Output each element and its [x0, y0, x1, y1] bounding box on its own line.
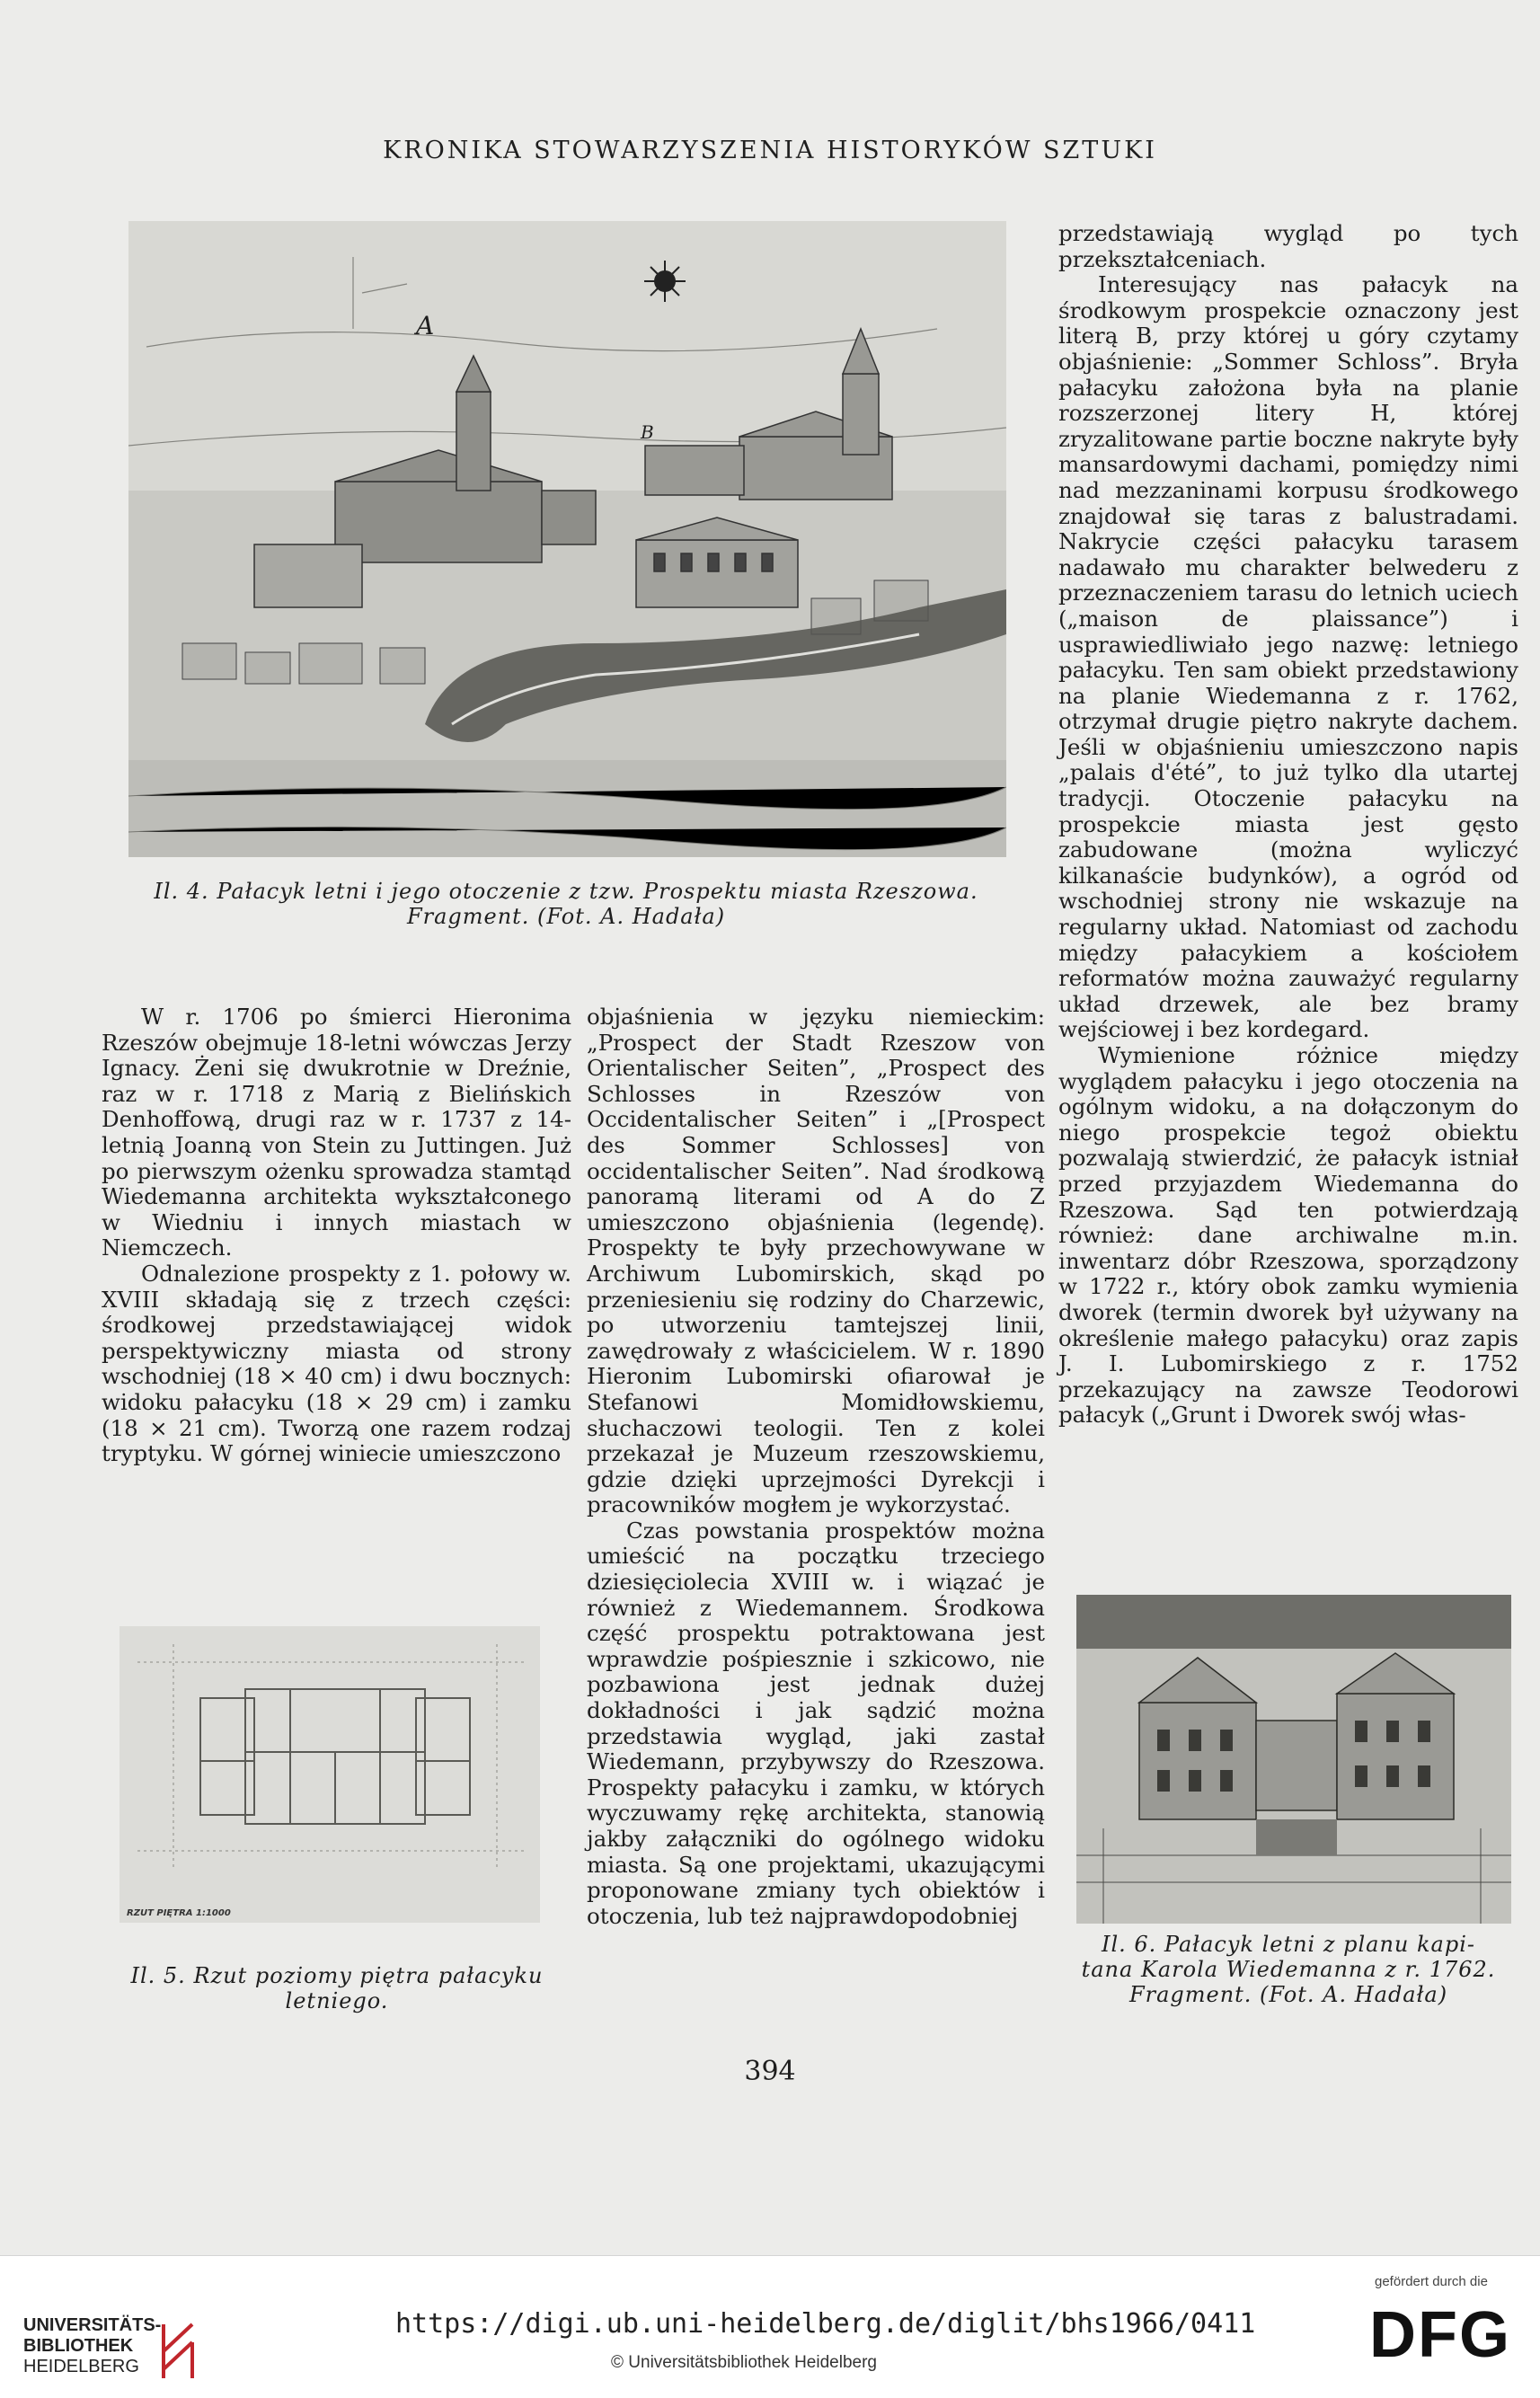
figure-6-caption-line1: Il. 6. Pałacyk letni z planu kapi- — [1101, 1932, 1476, 1957]
figure-5-caption-line2: letniego. — [285, 1988, 389, 2013]
figure-4-caption — [90, 879, 1042, 929]
figure-5-caption — [103, 1963, 571, 2013]
middle-paragraph-2: Czas powstania prospektów można umieścić na początku trzeciego dziesięciolecia XVIII w. i wiązać je również z Wiedemannem. Środkowa część prospektu potraktowana jest wprawdzie pośpiesznie i szkicowo, nie pozbawiona jest jednak dużej dokładności i jak sądzić można przedstawia wygląd, jaki zastał Wiedemann, przybywszy do Rzeszowa. Prospekty pałacyku i zamku, w których wyczuwamy rękę architekta, stanowią jakby załączniki do ogólnego widoku miasta. Są one projektami, ukazującymi proponowane zmiany tych obiektów i otoczenia, lub też najprawdopodobniej — [587, 1517, 1045, 1929]
dfg-logo — [1366, 2294, 1518, 2366]
library-name — [23, 2315, 161, 2377]
dfg-logo-text: DFG — [1369, 2299, 1511, 2366]
page-number: 394 — [744, 2056, 796, 2087]
figure-6-caption-line2: tana Karola Wiedemanna z r. 1762. — [1081, 1957, 1496, 1982]
figure-4-panorama — [128, 221, 1006, 857]
library-logo-icon — [158, 2319, 198, 2382]
copyright-notice: © Universitätsbibliothek Heidelberg — [611, 2353, 877, 2372]
figure-4-caption-line2: Fragment. (Fot. A. Hadała) — [406, 904, 726, 929]
document-url-link[interactable]: https://digi.ub.uni-heidelberg.de/diglit/bhs1966/0411 — [395, 2308, 1256, 2340]
figure-6-caption-line3: Fragment. (Fot. A. Hadała) — [1128, 1982, 1448, 2007]
right-paragraph-3: Wymienione różnice między wyglądem pałacyku i jego otoczenia na ogólnym widoku, a na dołączonym do niego prospekcie tegoż obiektu pozwalają stwierdzić, że pałacyk istniał przed przyjazdem Wiedemanna do Rzeszowa. Sąd ten potwierdzają również: dane archiwalne m.in. inwentarz dóbr Rzeszowa, sporządzony w 1722 r., który obok zamku wymienia dworek (termin dworek był używany na określenie małego pałacyku) oraz zapis J. I. Lubomirskiego z r. 1752 przekazujący na zawsze Teodorowi pałacyk („Grunt i Dworek swój włas- — [1058, 1042, 1518, 1429]
library-name-line1: UNIVERSITÄTS- — [23, 2315, 162, 2335]
palace-plan-drawing — [1076, 1595, 1511, 1924]
running-head: KRONIKA STOWARZYSZENIA HISTORYKÓW SZTUKI — [383, 137, 1157, 164]
figure-4-letter-a: A — [416, 311, 435, 341]
figure-4-letter-b: B — [641, 421, 654, 443]
right-paragraph-1: przedstawiają wygląd po tych przekształceniach. — [1058, 220, 1518, 272]
library-name-line3: HEIDELBERG — [23, 2357, 139, 2376]
right-paragraph-2: Interesujący nas pałacyk na środkowym prospekcie oznaczony jest literą B, przy której u góry czytamy objaśnienie: „Sommer Schloss”. Bryła pałacyku założona była na planie rozszerzonej litery H, której zryzalitowane partie boczne nakryte były mansardowymi dachami, pomiędzy nimi nad mezzaninami korpusu środkowego znajdował się taras z balustradami. Nakrycie części pałacyku tarasem nadawało mu charakter belwederu z przeznaczeniem tarasu do letnich uciech („maison de plaissance”) i usprawiedliwiało jego nazwę: letniego pałacyku. Ten sam obiekt przedstawiony na planie Wiedemanna z r. 1762, otrzymał drugie piętro nakryte dachem. Jeśli w objaśnieniu umieszczono napis „palais d'été”, to już tylko dla utartej tradycji. Otoczenie pałacyku na prospekcie miasta jest gęsto zabudowane (można wyliczyć kilkanaście budynków), a ogród od wschodniej strony nie wskazuje na regularny układ. Natomiast od zachodu między pałacykiem a kościołem reformatów można zauważyć regularny układ drzewek, ale bez bramy wejściowej i bez kordegard. — [1058, 271, 1518, 1043]
left-column — [102, 1004, 571, 1467]
right-column — [1058, 221, 1518, 1429]
left-paragraph-2: Odnalezione prospekty z 1. połowy w. XVIII składają się z trzech części: środkowej przedstawiającej widok perspektywiczny miasta od strony wschodniej (18 × 40 cm) i dwu bocznych: widoku pałacyku (18 × 29 cm) i zamku (18 × 21 cm). Tworzą one razem rodzaj tryptyku. W górnej winiecie umieszczono — [102, 1260, 571, 1467]
middle-paragraph-1: objaśnienia w języku niemieckim: „Prospect der Stadt Rzeszow von Orientalischer Seiten”, „Prospect des Schlosses in Rzeszów von Occidentalischer Seiten” i „[Prospect des Sommer Schlosses] von occidentalischer Seiten”. Nad środkową panoramą literami od A do Z umieszczono objaśnienia (legendę). Prospekty te były przechowywane w Archiwum Lubomirskich, skąd po przeniesieniu się rodziny do Charzewic, po utworzeniu tamtejszej linii, zawędrowały z właścicielem. W r. 1890 Hieronim Lubomirski ofiarował je Stefanowi Momidłowskiemu, słuchaczowi teologii. Ten z kolei przekazał je Muzeum rzeszowskiemu, gdzie dzięki uprzejmości Dyrekcji i pracowników mogłem je wykorzystać. — [587, 1004, 1045, 1518]
panorama-engraving — [128, 221, 1006, 857]
viewer-footer — [0, 2255, 1540, 2398]
library-name-line2: BIBLIOTHEK — [23, 2336, 134, 2356]
figure-6-palace-plan — [1076, 1595, 1511, 1924]
funded-by-label: gefördert durch die — [1375, 2274, 1488, 2289]
figure-4-caption-line1: Il. 4. Pałacyk letni i jego otoczenie z tzw. Prospektu miasta Rzeszowa. — [154, 879, 978, 904]
left-paragraph-1: W r. 1706 po śmierci Hieronima Rzeszów obejmuje 18-letni wówczas Jerzy Ignacy. Żeni się dwukrotnie w Dreźnie, raz w r. 1718 z Marią z Bielińskich Denhoffową, drugi raz w r. 1737 z 14-letnią Joanną von Stein zu Juttingen. Już po pierwszym ożenku sprowadza stamtąd Wiedemanna architekta wykształconego w Wiedniu i innych miastach w Niemczech. — [102, 1004, 571, 1261]
figure-6-caption — [1058, 1932, 1518, 2007]
middle-column — [587, 1004, 1045, 1929]
floor-plan-drawing — [119, 1626, 540, 1923]
figure-5-floor-plan — [119, 1626, 540, 1923]
floor-plan-inscription: RZUT PIĘTRA 1:1000 — [127, 1908, 231, 1918]
figure-5-caption-line1: Il. 5. Rzut poziomy piętra pałacyku — [130, 1963, 544, 1988]
